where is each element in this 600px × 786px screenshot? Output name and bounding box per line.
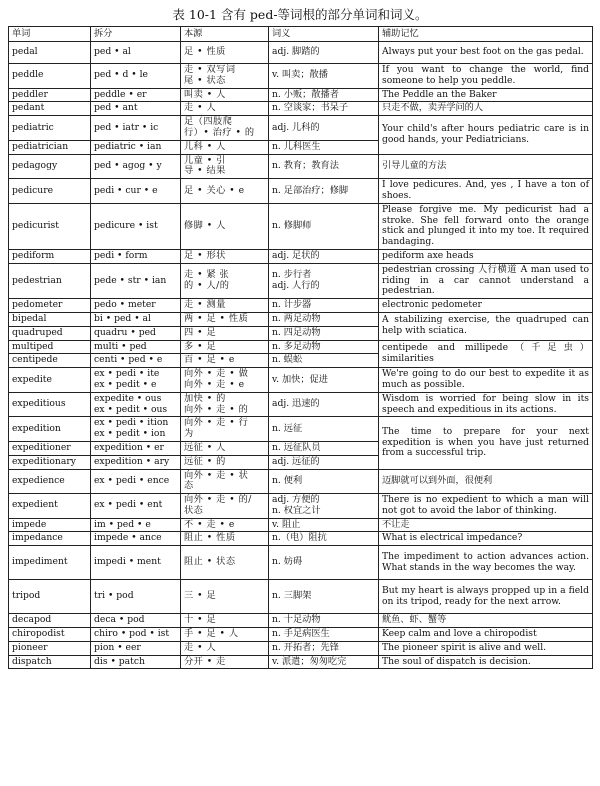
split-cell bbox=[91, 441, 181, 455]
origin-cell bbox=[181, 417, 269, 442]
memo-cell: We're going to do our best to expedite it as much as possible. bbox=[379, 368, 593, 393]
split-cell-line: ped • iatr • ic bbox=[94, 121, 159, 133]
word-cell: centipede bbox=[9, 354, 91, 368]
split-cell-line: ped • ant bbox=[94, 102, 138, 114]
origin-cell-line: 远征 • 人 bbox=[184, 441, 226, 453]
word-cell: expeditious bbox=[9, 392, 91, 417]
memo-cell: Keep calm and love a chiropodist bbox=[379, 628, 593, 642]
header-origin: 本源 bbox=[181, 27, 269, 42]
meaning-cell-line: n. 便利 bbox=[272, 474, 303, 486]
origin-cell bbox=[181, 628, 269, 642]
origin-cell-line: 行）• 治疗 • 的 bbox=[184, 126, 255, 138]
split-cell-line: tri • pod bbox=[94, 590, 134, 602]
memo-cell: The impediment to action advances action. What stands in the way becomes the way. bbox=[379, 546, 593, 580]
table-row bbox=[9, 655, 593, 669]
split-cell-line: ex • pedi • ence bbox=[94, 474, 170, 486]
meaning-cell-line: n. 远征 bbox=[272, 422, 303, 434]
word-cell: pedicure bbox=[9, 179, 91, 204]
meaning-cell-line: n. 三脚架 bbox=[272, 590, 312, 602]
meaning-cell-line: n. 两足动物 bbox=[272, 312, 321, 324]
origin-cell-line: 儿科 • 人 bbox=[184, 140, 226, 152]
split-cell-line: ex • pedit • e bbox=[94, 378, 157, 390]
meaning-cell bbox=[269, 42, 379, 64]
word-cell: pediatrician bbox=[9, 140, 91, 154]
split-cell-line: peddle • er bbox=[94, 88, 147, 100]
origin-cell bbox=[181, 455, 269, 469]
origin-cell-line: 走 • 紧 张 bbox=[184, 269, 230, 281]
origin-cell bbox=[181, 179, 269, 204]
split-cell-line: pedi • cur • e bbox=[94, 184, 158, 196]
origin-cell-line: 状态 bbox=[184, 504, 204, 516]
meaning-cell bbox=[269, 494, 379, 519]
origin-cell bbox=[181, 518, 269, 532]
origin-cell-line: 足（四肢爬 bbox=[184, 116, 233, 128]
meaning-cell bbox=[269, 249, 379, 263]
meaning-cell-line: n. 修脚师 bbox=[272, 219, 312, 231]
table-body bbox=[9, 42, 593, 669]
split-cell-line: ex • pedi • ite bbox=[94, 368, 160, 380]
split-cell bbox=[91, 455, 181, 469]
origin-cell-line: 阻止 • 性质 bbox=[184, 532, 236, 544]
split-cell bbox=[91, 263, 181, 298]
origin-cell bbox=[181, 392, 269, 417]
split-cell-line: pedo • meter bbox=[94, 299, 156, 311]
meaning-cell-line: v. 叫卖；散播 bbox=[272, 69, 328, 81]
memo-cell: 不让走 bbox=[379, 518, 593, 532]
table-row bbox=[9, 88, 593, 102]
table-row bbox=[9, 532, 593, 546]
split-cell bbox=[91, 641, 181, 655]
word-cell: expeditioner bbox=[9, 441, 91, 455]
origin-cell-line: 走 • 人 bbox=[184, 102, 217, 114]
meaning-cell bbox=[269, 179, 379, 204]
origin-cell-line: 百 • 足 • e bbox=[184, 354, 235, 366]
origin-cell bbox=[181, 249, 269, 263]
split-cell bbox=[91, 469, 181, 494]
memo-cell: centipede and millipede（千足虫）similarities bbox=[379, 340, 593, 368]
meaning-cell-line: adj. 儿科的 bbox=[272, 121, 320, 133]
table-row bbox=[9, 249, 593, 263]
origin-cell-line: 修脚 • 人 bbox=[184, 219, 226, 231]
memo-cell: 迈脚就可以到外面，很便利 bbox=[379, 469, 593, 494]
split-cell-line: pion • eer bbox=[94, 641, 141, 653]
memo-cell: If you want to change the world, find someone to help you peddle. bbox=[379, 64, 593, 89]
word-cell: chiropodist bbox=[9, 628, 91, 642]
table-row bbox=[9, 299, 593, 313]
split-cell bbox=[91, 580, 181, 614]
word-cell: pioneer bbox=[9, 641, 91, 655]
split-cell-line: pediatric • ian bbox=[94, 140, 162, 152]
table-row bbox=[9, 546, 593, 580]
memo-cell: A stabilizing exercise, the quadruped can help with sciatica. bbox=[379, 312, 593, 340]
word-cell: impede bbox=[9, 518, 91, 532]
origin-cell bbox=[181, 655, 269, 669]
origin-cell bbox=[181, 64, 269, 89]
word-cell: pedal bbox=[9, 42, 91, 64]
header-memo: 辅助记忆 bbox=[379, 27, 593, 42]
origin-cell-line: 阻止 • 状态 bbox=[184, 556, 236, 568]
memo-cell: I love pedicures. And, yes , I have a ton of shoes. bbox=[379, 179, 593, 204]
origin-cell bbox=[181, 354, 269, 368]
meaning-cell bbox=[269, 88, 379, 102]
origin-cell-line: 向外 • 走 • 行 bbox=[184, 417, 249, 429]
origin-cell bbox=[181, 42, 269, 64]
meaning-cell bbox=[269, 263, 379, 298]
memo-cell: 只走不做，卖弄学问的人 bbox=[379, 102, 593, 116]
split-cell-line: ex • pedit • ous bbox=[94, 403, 168, 415]
split-cell-line: ex • pedit • ion bbox=[94, 428, 166, 440]
meaning-cell-line: n. 儿科医生 bbox=[272, 140, 321, 152]
meaning-cell-line: adj. 脚踏的 bbox=[272, 46, 320, 58]
split-cell-line: quadru • ped bbox=[94, 326, 156, 338]
origin-cell-line: 态 bbox=[184, 480, 194, 492]
meaning-cell-line: v. 派遣；匆匆吃完 bbox=[272, 655, 347, 667]
origin-cell-line: 足 • 形状 bbox=[184, 249, 226, 261]
memo-cell: Always put your best foot on the gas pedal. bbox=[379, 42, 593, 64]
table-row bbox=[9, 340, 593, 354]
word-cell: pediform bbox=[9, 249, 91, 263]
meaning-cell bbox=[269, 532, 379, 546]
meaning-cell bbox=[269, 417, 379, 442]
word-cell: pedant bbox=[9, 102, 91, 116]
split-cell-line: impedi • ment bbox=[94, 556, 161, 568]
table-row bbox=[9, 42, 593, 64]
meaning-cell bbox=[269, 140, 379, 154]
origin-cell bbox=[181, 263, 269, 298]
split-cell bbox=[91, 614, 181, 628]
table-row bbox=[9, 580, 593, 614]
memo-cell: pediform axe heads bbox=[379, 249, 593, 263]
word-cell: bipedal bbox=[9, 312, 91, 326]
table-title: 表 10-1 含有 ped-等词根的部分单词和词义。 bbox=[172, 7, 428, 22]
origin-cell-line: 多 • 足 bbox=[184, 340, 217, 352]
meaning-cell-line: n. 步行者 bbox=[272, 269, 312, 281]
word-table bbox=[8, 26, 593, 669]
meaning-cell bbox=[269, 655, 379, 669]
split-cell bbox=[91, 417, 181, 442]
meaning-cell-line: n.（电）阻抗 bbox=[272, 532, 327, 544]
split-cell bbox=[91, 116, 181, 141]
split-cell bbox=[91, 102, 181, 116]
origin-cell-line: 向外 • 走 • 的 bbox=[184, 403, 249, 415]
meaning-cell-line: v. 阻止 bbox=[272, 518, 301, 530]
split-cell bbox=[91, 655, 181, 669]
split-cell bbox=[91, 354, 181, 368]
memo-cell: The soul of dispatch is decision. bbox=[379, 655, 593, 669]
split-cell bbox=[91, 312, 181, 326]
origin-cell bbox=[181, 614, 269, 628]
split-cell-line: bi • ped • al bbox=[94, 312, 151, 324]
table-row bbox=[9, 392, 593, 417]
table-row bbox=[9, 116, 593, 141]
split-cell-line: pedicure • ist bbox=[94, 219, 158, 231]
origin-cell-line: 导 • 结果 bbox=[184, 165, 226, 177]
split-cell bbox=[91, 326, 181, 340]
table-row bbox=[9, 203, 593, 249]
origin-cell-line: 向外 • 走 • 状 bbox=[184, 469, 249, 481]
origin-cell-line: 分开 • 走 bbox=[184, 655, 226, 667]
split-cell-line: ex • pedi • ent bbox=[94, 499, 163, 511]
meaning-cell bbox=[269, 518, 379, 532]
meaning-cell-line: adj. 人行的 bbox=[272, 279, 320, 291]
origin-cell-line: 走 • 测量 bbox=[184, 299, 226, 311]
word-cell: peddle bbox=[9, 64, 91, 89]
meaning-cell bbox=[269, 546, 379, 580]
meaning-cell-line: adj. 远征的 bbox=[272, 455, 320, 467]
word-cell: pediatric bbox=[9, 116, 91, 141]
split-cell bbox=[91, 64, 181, 89]
origin-cell-line: 叫卖 • 人 bbox=[184, 88, 226, 100]
meaning-cell bbox=[269, 392, 379, 417]
table-row bbox=[9, 179, 593, 204]
origin-cell bbox=[181, 102, 269, 116]
meaning-cell-line: n. 空谈家；书呆子 bbox=[272, 102, 349, 114]
split-cell-line: pede • str • ian bbox=[94, 274, 167, 286]
word-cell: impediment bbox=[9, 546, 91, 580]
word-cell: pedometer bbox=[9, 299, 91, 313]
split-cell bbox=[91, 392, 181, 417]
meaning-cell-line: n. 蜈蚣 bbox=[272, 354, 303, 366]
origin-cell bbox=[181, 88, 269, 102]
table-row bbox=[9, 641, 593, 655]
meaning-cell bbox=[269, 299, 379, 313]
origin-cell-line: 远征 • 的 bbox=[184, 455, 226, 467]
split-cell bbox=[91, 299, 181, 313]
meaning-cell-line: n. 教育；教育法 bbox=[272, 159, 339, 171]
origin-cell-line: 足 • 关心 • e bbox=[184, 184, 245, 196]
origin-cell-line: 不 • 走 • e bbox=[184, 518, 235, 530]
table-row bbox=[9, 368, 593, 393]
word-cell: expedience bbox=[9, 469, 91, 494]
split-cell bbox=[91, 154, 181, 179]
memo-cell: There is no expedient to which a man will not got to avoid the labor of thinking. bbox=[379, 494, 593, 519]
meaning-cell-line: n. 多足动物 bbox=[272, 340, 321, 352]
split-cell bbox=[91, 140, 181, 154]
origin-cell bbox=[181, 546, 269, 580]
word-cell: expedient bbox=[9, 494, 91, 519]
memo-cell: 鱿鱼、虾、蟹等 bbox=[379, 614, 593, 628]
meaning-cell-line: n. 四足动物 bbox=[272, 326, 321, 338]
origin-cell bbox=[181, 203, 269, 249]
split-cell bbox=[91, 42, 181, 64]
origin-cell-line: 手 • 足 • 人 bbox=[184, 628, 239, 640]
meaning-cell-line: adj. 迅速的 bbox=[272, 398, 320, 410]
word-cell: pedicurist bbox=[9, 203, 91, 249]
meaning-cell bbox=[269, 154, 379, 179]
meaning-cell bbox=[269, 354, 379, 368]
origin-cell-line: 向外 • 走 • 的/ bbox=[184, 494, 252, 506]
meaning-cell bbox=[269, 441, 379, 455]
origin-cell bbox=[181, 532, 269, 546]
memo-cell: What is electrical impedance? bbox=[379, 532, 593, 546]
meaning-cell-line: n. 权宜之计 bbox=[272, 504, 321, 516]
split-cell bbox=[91, 340, 181, 354]
origin-cell-line: 两 • 足 • 性质 bbox=[184, 312, 249, 324]
table-row bbox=[9, 263, 593, 298]
word-cell: pedestrian bbox=[9, 263, 91, 298]
split-cell-line: dis • patch bbox=[94, 655, 145, 667]
origin-cell bbox=[181, 299, 269, 313]
memo-cell: Wisdom is worried for being slow in its speech and expeditious in its actions. bbox=[379, 392, 593, 417]
split-cell-line: deca • pod bbox=[94, 614, 145, 626]
meaning-cell-line: adj. 足状的 bbox=[272, 249, 320, 261]
meaning-cell bbox=[269, 64, 379, 89]
meaning-cell bbox=[269, 641, 379, 655]
memo-cell: electronic pedometer bbox=[379, 299, 593, 313]
origin-cell-line: 的 • 人/的 bbox=[184, 279, 230, 291]
meaning-cell-line: n. 小贩；散播者 bbox=[272, 88, 339, 100]
table-row bbox=[9, 518, 593, 532]
word-cell: expedition bbox=[9, 417, 91, 442]
header-meaning: 词义 bbox=[269, 27, 379, 42]
meaning-cell bbox=[269, 312, 379, 326]
split-cell bbox=[91, 88, 181, 102]
meaning-cell bbox=[269, 580, 379, 614]
origin-cell bbox=[181, 140, 269, 154]
header-split: 拆分 bbox=[91, 27, 181, 42]
meaning-cell-line: n. 远征队员 bbox=[272, 441, 321, 453]
meaning-cell bbox=[269, 628, 379, 642]
header-word: 单词 bbox=[9, 27, 91, 42]
memo-cell: pedestrian crossing 人行横道 A man used to riding in a car cannot understand a pedestrian. bbox=[379, 263, 593, 298]
table-row bbox=[9, 417, 593, 442]
split-cell-line: multi • ped bbox=[94, 340, 147, 352]
origin-cell-line: 十 • 足 bbox=[184, 614, 217, 626]
origin-cell bbox=[181, 312, 269, 326]
table-row bbox=[9, 154, 593, 179]
split-cell-line: im • ped • e bbox=[94, 518, 151, 530]
origin-cell-line: 加快 • 的 bbox=[184, 392, 226, 404]
origin-cell bbox=[181, 469, 269, 494]
origin-cell-line: 尾 • 状态 bbox=[184, 74, 226, 86]
memo-cell: Your child's after hours pediatric care is in good hands, your Pediatricians. bbox=[379, 116, 593, 154]
word-cell: multiped bbox=[9, 340, 91, 354]
table-row bbox=[9, 614, 593, 628]
split-cell-line: expedite • ous bbox=[94, 392, 162, 404]
table-row bbox=[9, 628, 593, 642]
origin-cell-line: 足 • 性质 bbox=[184, 46, 226, 58]
table-row bbox=[9, 102, 593, 116]
meaning-cell-line: v. 加快；促进 bbox=[272, 373, 328, 385]
meaning-cell bbox=[269, 116, 379, 141]
table-row bbox=[9, 469, 593, 494]
word-cell: pedagogy bbox=[9, 154, 91, 179]
meaning-cell-line: n. 计步器 bbox=[272, 299, 312, 311]
memo-cell: The Peddle an the Baker bbox=[379, 88, 593, 102]
meaning-cell bbox=[269, 326, 379, 340]
meaning-cell bbox=[269, 102, 379, 116]
table-row bbox=[9, 64, 593, 89]
table-row bbox=[9, 494, 593, 519]
origin-cell bbox=[181, 641, 269, 655]
split-cell-line: ped • al bbox=[94, 46, 131, 58]
origin-cell-line: 走 • 人 bbox=[184, 641, 217, 653]
meaning-cell-line: n. 开拓者；先锋 bbox=[272, 641, 339, 653]
word-cell: quadruped bbox=[9, 326, 91, 340]
meaning-cell-line: n. 足部治疗；修脚 bbox=[272, 184, 349, 196]
header-row bbox=[9, 27, 593, 42]
origin-cell-line: 三 • 足 bbox=[184, 590, 217, 602]
word-cell: decapod bbox=[9, 614, 91, 628]
memo-cell: Please forgive me. My pedicurist had a stroke. She fell forward onto the orange stick and plunged it into my toe. It required bandaging. bbox=[379, 203, 593, 249]
split-cell-line: ex • pedi • ition bbox=[94, 417, 169, 429]
split-cell bbox=[91, 368, 181, 393]
split-cell bbox=[91, 532, 181, 546]
meaning-cell-line: n. 妨碍 bbox=[272, 556, 303, 568]
origin-cell bbox=[181, 368, 269, 393]
meaning-cell bbox=[269, 340, 379, 354]
word-cell: dispatch bbox=[9, 655, 91, 669]
origin-cell bbox=[181, 340, 269, 354]
memo-cell: But my heart is always propped up in a field on its tripod, ready for the next arrow. bbox=[379, 580, 593, 614]
origin-cell-line: 向外 • 走 • 做 bbox=[184, 368, 249, 380]
split-cell-line: ped • d • le bbox=[94, 69, 148, 81]
split-cell bbox=[91, 203, 181, 249]
split-cell bbox=[91, 628, 181, 642]
meaning-cell bbox=[269, 368, 379, 393]
table-row bbox=[9, 312, 593, 326]
split-cell bbox=[91, 494, 181, 519]
origin-cell bbox=[181, 116, 269, 141]
split-cell bbox=[91, 179, 181, 204]
origin-cell-line: 走 • 双写词 bbox=[184, 64, 236, 75]
split-cell-line: impede • ance bbox=[94, 532, 162, 544]
meaning-cell-line: adj. 方便的 bbox=[272, 494, 320, 506]
origin-cell bbox=[181, 494, 269, 519]
split-cell-line: ped • agog • y bbox=[94, 159, 162, 171]
origin-cell-line: 为 bbox=[184, 428, 194, 440]
meaning-cell-line: n. 手足病医生 bbox=[272, 628, 330, 640]
split-cell bbox=[91, 518, 181, 532]
meaning-cell bbox=[269, 203, 379, 249]
origin-cell bbox=[181, 154, 269, 179]
origin-cell-line: 儿童 • 引 bbox=[184, 154, 226, 166]
meaning-cell bbox=[269, 469, 379, 494]
split-cell bbox=[91, 546, 181, 580]
memo-cell: The time to prepare for your next expedition is when you have just returned from a successful trip. bbox=[379, 417, 593, 469]
memo-cell: 引导儿童的方法 bbox=[379, 154, 593, 179]
word-cell: peddler bbox=[9, 88, 91, 102]
word-cell: impedance bbox=[9, 532, 91, 546]
word-cell: tripod bbox=[9, 580, 91, 614]
origin-cell bbox=[181, 326, 269, 340]
split-cell bbox=[91, 249, 181, 263]
split-cell-line: pedi • form bbox=[94, 249, 148, 261]
meaning-cell-line: n. 十足动物 bbox=[272, 614, 321, 626]
split-cell-line: expedition • ary bbox=[94, 455, 170, 467]
memo-cell: The pioneer spirit is alive and well. bbox=[379, 641, 593, 655]
origin-cell bbox=[181, 580, 269, 614]
word-cell: expedite bbox=[9, 368, 91, 393]
origin-cell-line: 四 • 足 bbox=[184, 326, 217, 338]
split-cell-line: centi • ped • e bbox=[94, 354, 163, 366]
word-cell: expeditionary bbox=[9, 455, 91, 469]
origin-cell-line: 向外 • 走 • e bbox=[184, 378, 245, 390]
split-cell-line: chiro • pod • ist bbox=[94, 628, 170, 640]
meaning-cell bbox=[269, 455, 379, 469]
split-cell-line: expedition • er bbox=[94, 441, 164, 453]
origin-cell bbox=[181, 441, 269, 455]
meaning-cell bbox=[269, 614, 379, 628]
